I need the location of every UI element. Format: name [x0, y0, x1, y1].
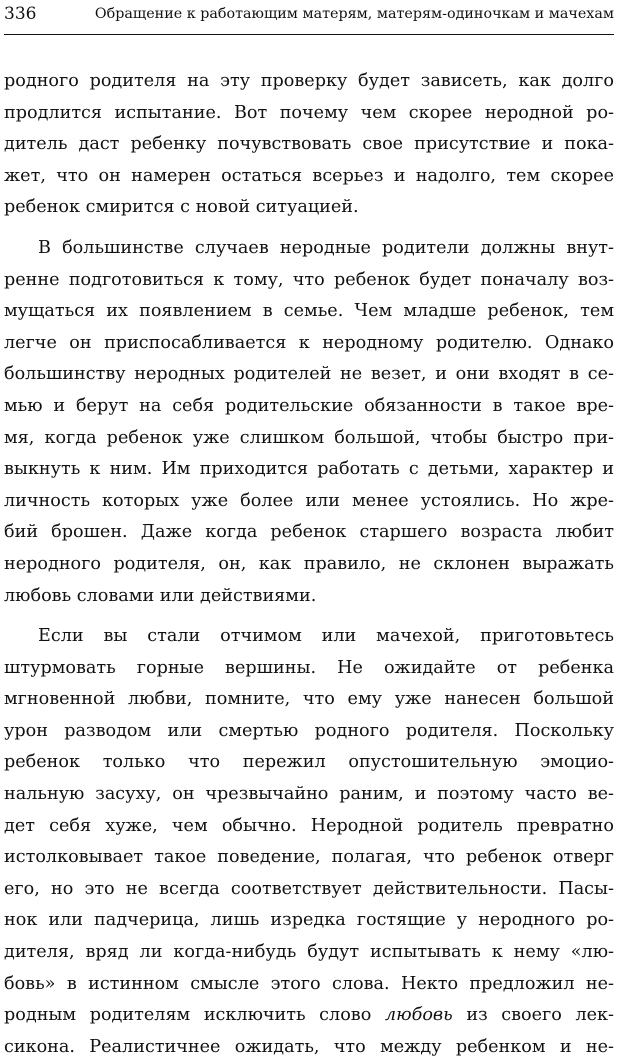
paragraph-gap: [4, 612, 614, 621]
paragraph: [4, 233, 614, 612]
text-line: мгновенной любви, помните, что ему уже нанесен большой: [4, 689, 614, 710]
text-line: штурмовать горные вершины. Не ожидайте от ребенка: [4, 657, 614, 678]
text-line: бий брошен. Даже когда ребенок старшего возраста любит: [4, 522, 614, 543]
text-line: продлится испытание. Вот почему чем скорее неродной ро-: [4, 102, 614, 123]
text-line: бовь» в истинном смысле этого слова. Некто предложил не-: [4, 973, 614, 994]
text-line: дет себя хуже, чем обычно. Неродной родитель превратно: [4, 815, 614, 836]
text-line: легче он приспосабливается к неродному родителю. Однако: [4, 332, 614, 353]
body-text: [4, 66, 614, 1063]
text-line: мя, когда ребенок уже слишком большой, чтобы быстро при-: [4, 427, 614, 448]
text-line: В большинстве случаев неродные родители должны внут-: [38, 237, 614, 258]
text-line: истолковывает такое поведение, полагая, что ребенок отверг: [4, 847, 614, 868]
text-line: сикона. Реалистичнее ожидать, что между ребенком и не-: [4, 1036, 614, 1057]
text-line: урон разводом или смертью родного родителя. Поскольку: [4, 720, 614, 741]
text-line: ребенок смирится с новой ситуацией.: [4, 197, 359, 218]
text-line: ренне подготовиться к тому, что ребенок будет поначалу воз-: [4, 269, 614, 290]
text-line: выкнуть к ним. Им приходится работать с детьми, характер и: [4, 459, 614, 480]
text-line: неродного родителя, он, как правило, не склонен выражать: [4, 553, 614, 574]
paragraph-gap: [4, 224, 614, 233]
text-line: нок или падчерица, лишь изредка гостящие у неродного ро-: [4, 910, 614, 931]
page-header: [4, 0, 614, 35]
text-line: дителя, вряд ли когда-нибудь будут испытывать к нему «лю-: [4, 942, 614, 963]
text-line: Если вы стали отчимом или мачехой, приготовьтесь: [38, 626, 614, 647]
text-line: нальную засуху, он чрезвычайно раним, и поэтому часто ве-: [4, 784, 614, 805]
paragraph: [4, 66, 614, 224]
text-line: большинству неродных родителей не везет, и они входят в се-: [4, 364, 614, 385]
running-head: Обращение к работающим матерям, матерям-одиночкам и мачехам: [94, 6, 614, 22]
text-line: родным родителям исключить слово любовь из своего лек-: [4, 1005, 614, 1026]
text-line: мью и берут на себя родительские обязанности в такое вре-: [4, 395, 614, 416]
text-line: жет, что он намерен остаться всерьез и надолго, тем скорее: [4, 165, 614, 186]
emphasized-word: любовь: [384, 1005, 453, 1026]
text-line: личность которых уже более или менее устоялись. Но жре-: [4, 490, 614, 511]
page-number: 336: [4, 4, 37, 24]
text-line: любовь словами или действиями.: [4, 585, 317, 606]
text-line: родного родителя на эту проверку будет зависеть, как долго: [4, 71, 614, 91]
text-line: ребенок только что пережил опустошительную эмоцио-: [4, 752, 614, 773]
text-line: мущаться их появлением в семье. Чем младше ребенок, тем: [4, 301, 614, 322]
paragraph: [4, 621, 614, 1063]
text-line: его, но это не всегда соответствует действительности. Пасы-: [4, 878, 614, 899]
text-line: дитель даст ребенку почувствовать свое присутствие и пока-: [4, 134, 614, 155]
